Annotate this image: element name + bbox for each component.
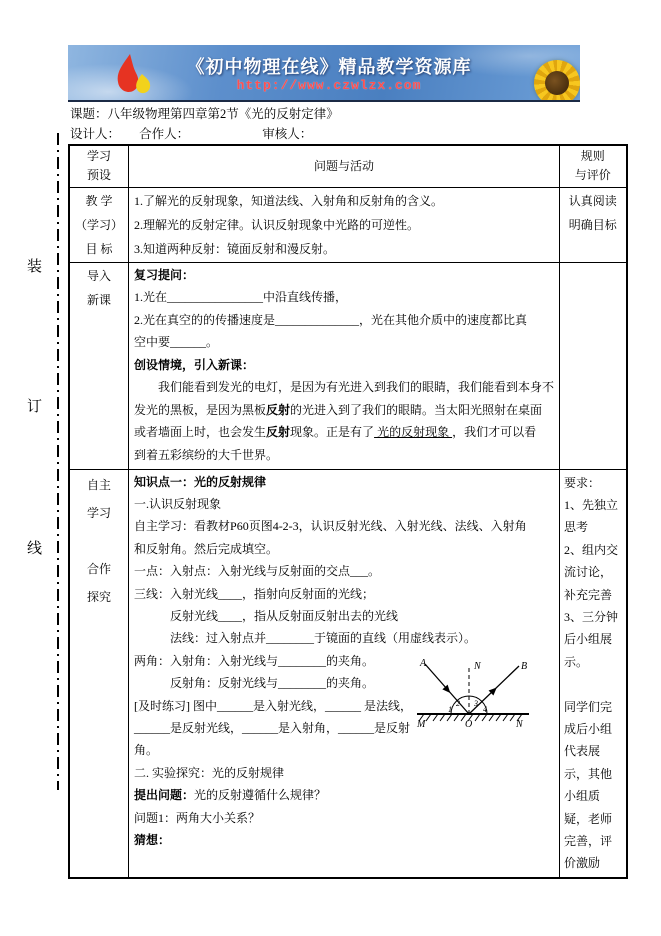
label-a: A bbox=[420, 657, 427, 669]
sunflower-icon bbox=[534, 60, 580, 102]
binding-char-zhuang: 装 bbox=[27, 258, 43, 275]
questions-activities-label: 问题与活动 bbox=[314, 159, 375, 173]
label-normal: N bbox=[474, 660, 481, 672]
people-line bbox=[70, 124, 312, 142]
label-b: B bbox=[521, 660, 528, 672]
lesson-plan-table bbox=[68, 144, 628, 879]
label-m: M bbox=[417, 718, 426, 730]
cell-teaching-goals: 1.了解光的反射现象，知道法线、入射角和反射角的含义。 2.理解光的反射定律。认识反射现象中光路的可逆性。 3.知道两种反射：镜面反射和漫反射。 bbox=[129, 187, 560, 262]
cell-requirements: 要求： 1、先独立思考 2、组内交流讨论，补充完善 3、三分钟后小组展示。 同学们完成后小组代表展示，其他小组质疑，老师完善，评价激励 bbox=[560, 469, 627, 878]
cell-questions-activities bbox=[129, 145, 560, 187]
site-title: 《初中物理在线》精品教学资源库 bbox=[186, 57, 472, 77]
reviewer-label: 审核人： bbox=[262, 127, 313, 141]
designer-label: 设计人： bbox=[70, 127, 121, 141]
angle-4: 4 bbox=[483, 704, 488, 714]
site-url: http://www.czwlzx.com bbox=[236, 78, 422, 93]
cell-read-goals: 认真阅读 明确目标 bbox=[560, 187, 627, 262]
angle-2: 2 bbox=[456, 698, 461, 708]
reflection-diagram bbox=[411, 656, 535, 734]
angle-3: 3 bbox=[474, 698, 479, 708]
label-n-right: N bbox=[516, 718, 523, 730]
binding-char-ding: 订 bbox=[27, 398, 43, 415]
binding-line bbox=[57, 133, 59, 790]
label-o: O bbox=[465, 718, 473, 730]
partner-label: 合作人： bbox=[139, 127, 190, 141]
cell-intro-rules-empty bbox=[560, 262, 627, 469]
angle-1: 1 bbox=[448, 704, 453, 714]
course-title: 课题：八年级物理第四章第2节《光的反射定律》 bbox=[70, 107, 339, 121]
cell-lesson-intro-label: 导入 新课 bbox=[69, 262, 129, 469]
cell-knowledge-point: A N B M O N 1 2 3 4 知识点一：光的反射规律 一.认识反射现象 自主学习：看教材P60页图4-2-3，认识反射光线、入射光线、法线、入射角 和反射角。然后完成填空。 一点：入射点：入射光线与反射面的交点___。 三线：入射光线____，指射向反射面的光线； 反射光线____，指从反射面反射出去的光线 法线：过入射点并________于镜面的直线（用虚线表示）。 两角：入射角：入射光线与________的夹角。 反射角：反射光线与________的夹角。 [及时练习] 图中______是入射光线，______ 是法线， ______是反射光线，______是入射角，______是反射 角。 二. 实验探究：光的反射规律 提出问题：光的反射遵循什么规律？ 问题1：两角大小关系？ 猜想： bbox=[129, 469, 560, 878]
cell-study-preset: 学习 预设 bbox=[69, 145, 129, 187]
binding-char-xian: 线 bbox=[27, 540, 43, 557]
cell-lesson-intro: 复习提问： 1.光在________________中沿直线传播， 2.光在真空的的传播速度是______________，光在其他介质中的速度都比真 空中要______。 创设情境，引入新课： 我们能看到发光的电灯，是因为有光进入到我们的眼睛，我们能看到本身不 发光的黑板，是因为黑板反射的光进入到了我们的眼睛。当太阳光照射在桌面 或者墙面上时，也会发生反射现象。正是有了 光的反射现象 ，我们才可以看 到着五彩缤纷的大千世界。 bbox=[129, 262, 560, 469]
site-banner bbox=[68, 45, 580, 102]
cell-teaching-goals-label: 教 学 （学习） 目 标 bbox=[69, 187, 129, 262]
cell-rules-evaluation: 规则 与评价 bbox=[560, 145, 627, 187]
cell-self-study-label: 自主 学习 合作 探究 bbox=[69, 469, 129, 878]
